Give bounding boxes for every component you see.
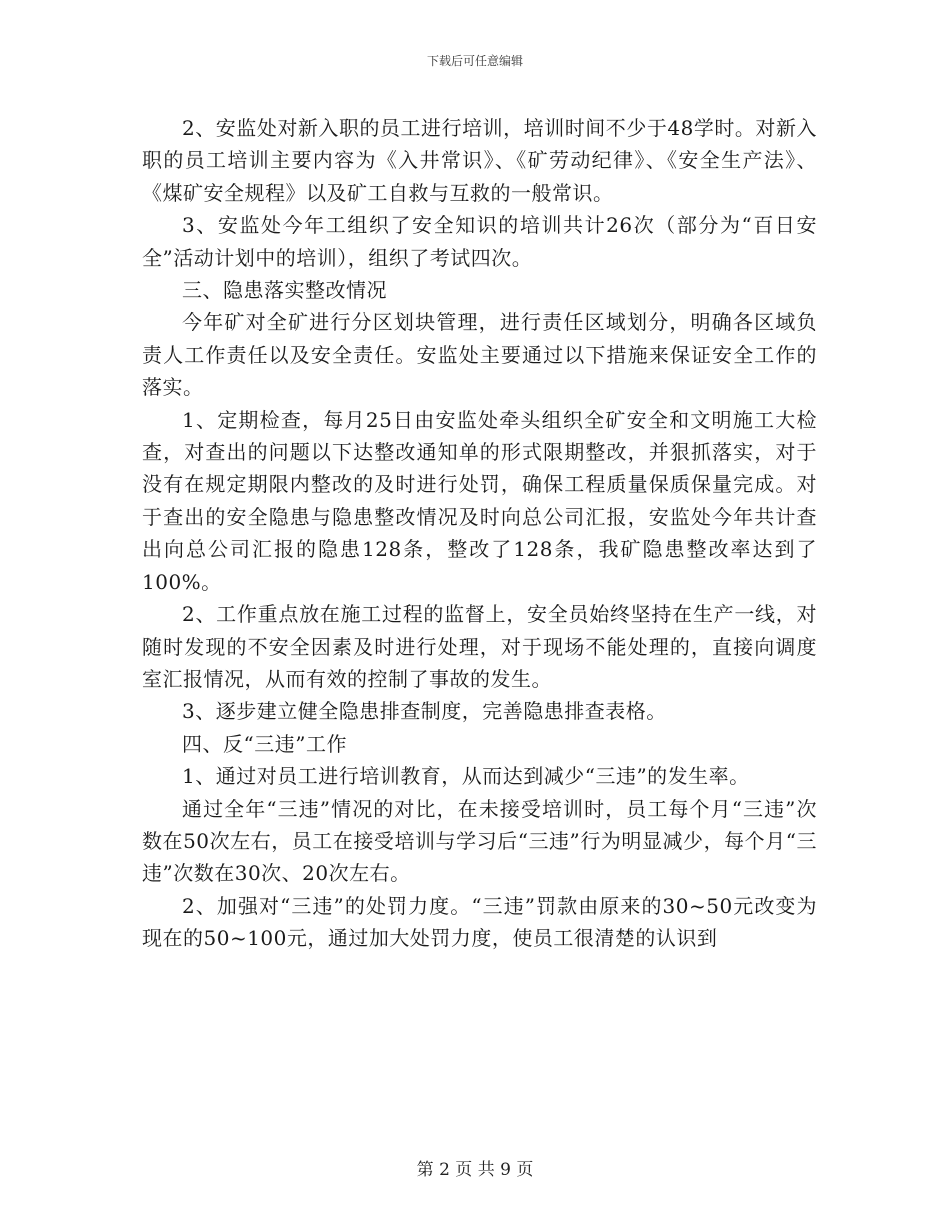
paragraph-supervision-focus: 2、工作重点放在施工过程的监督上，安全员始终坚持在生产一线，对随时发现的不安全因素及时进行处理，对于现场不能处理的，直接向调度室汇报情况，从而有效的控制了事故的发生。 bbox=[142, 602, 817, 691]
paragraph-training-education: 1、通过对员工进行培训教育，从而达到减少“三违”的发生率。 bbox=[182, 764, 750, 789]
paragraph-zone-management: 今年矿对全矿进行分区划块管理，进行责任区域划分，明确各区域负责人工作责任以及安全责任。安监处主要通过以下措施来保证安全工作的落实。 bbox=[142, 310, 817, 400]
paragraph-hazard-system: 3、逐步建立健全隐患排查制度，完善隐患排查表格。 bbox=[182, 699, 667, 724]
page-number-footer: 第 2 页 共 9 页 bbox=[416, 1160, 534, 1180]
paragraph-violation-comparison: 通过全年“三违”情况的对比，在未接受培训时，员工每个月“三违”次数在50次左右，员工在接受培训与学习后“三违”行为明显减少，每个月“三违”次数在30次、20次左右。 bbox=[142, 796, 817, 886]
paragraph-regular-inspection: 1、定期检查，每月25日由安监处牵头组织全矿安全和文明施工大检查，对查出的问题以下达整改通知单的形式限期整改，并狠抓落实，对于没有在规定期限内整改的及时进行处罚，确保工程质量保质保量完成。对于查出的安全隐患与隐患整改情况及时向总公司汇报，安监处今年共计查出向总公司汇报的隐患128条，整改了128条，我矿隐患整改率达到了100%。 bbox=[142, 407, 817, 594]
section-heading-hazard-rectification: 三、隐患落实整改情况 bbox=[182, 278, 387, 303]
document-body bbox=[142, 112, 817, 955]
paragraph-training-new-staff: 2、安监处对新入职的员工进行培训，培训时间不少于48学时。对新入职的员工培训主要内容为《入井常识》、《矿劳动纪律》、《安全生产法》、《煤矿安全规程》以及矿工自救与互救的一般常识。 bbox=[142, 116, 817, 205]
paragraph-penalty-increase: 2、加强对“三违”的处罚力度。“三违”罚款由原来的30~50元改变为现在的50~100元，通过加大处罚力度，使员工很清楚的认识到 bbox=[142, 893, 817, 951]
section-heading-anti-violations: 四、反“三违”工作 bbox=[182, 731, 347, 756]
page-header-note: 下载后可任意编辑 bbox=[426, 54, 523, 68]
paragraph-training-count: 3、安监处今年工组织了安全知识的培训共计26次（部分为“百日安全”活动计划中的培训），组织了考试四次。 bbox=[142, 213, 817, 270]
